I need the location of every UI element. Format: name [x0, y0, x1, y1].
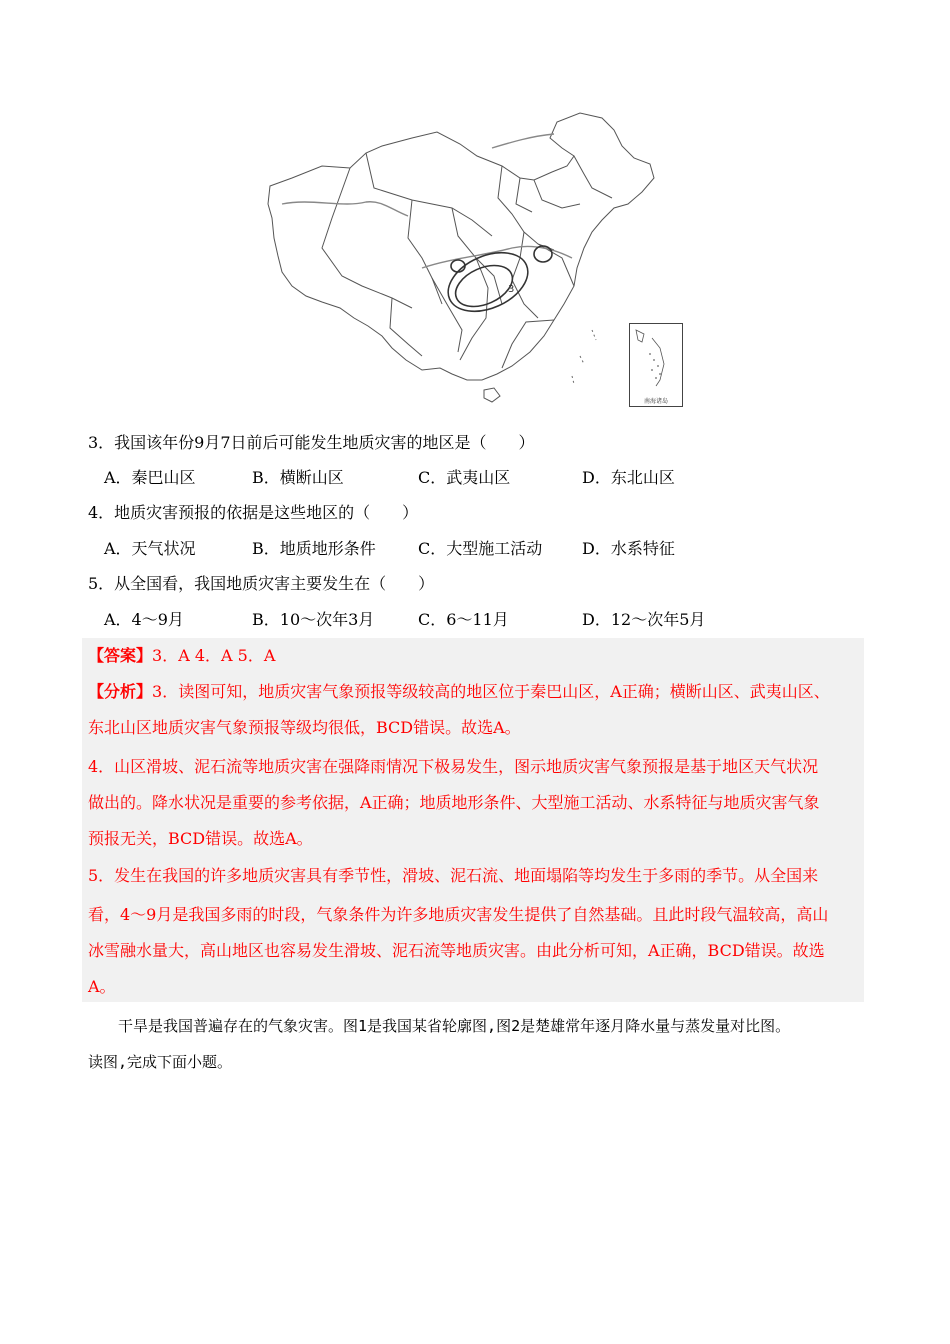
question-5-option-d[interactable]: D．12～次年5月: [582, 610, 706, 629]
question-4-option-c[interactable]: C．大型施工活动: [418, 539, 543, 558]
question-5-option-c[interactable]: C．6～11月: [418, 610, 509, 629]
analysis-line-2: 东北山区地质灾害气象预报等级均很低，BCD错误。故选A。: [88, 718, 521, 737]
analysis-line-6: 5．发生在我国的许多地质灾害具有季节性，滑坡、泥石流、地面塌陷等均发生于多雨的季节。从全国来: [88, 866, 819, 885]
question-5-option-b[interactable]: B．10～次年3月: [252, 610, 375, 629]
map-zone-label: 3: [508, 284, 515, 295]
question-3-option-b[interactable]: B．横断山区: [252, 468, 344, 487]
question-5-option-a[interactable]: A．4～9月: [104, 610, 184, 629]
question-4-option-b[interactable]: B．地质地形条件: [252, 539, 376, 558]
inset-label: 南海诸岛: [643, 398, 668, 405]
south-china-sea-inset: [629, 323, 683, 407]
question-4-stem: 4．地质灾害预报的依据是这些地区的（ ）: [88, 503, 419, 522]
analysis-line-8: 冰雪融水量大，高山地区也容易发生滑坡、泥石流等地质灾害。由此分析可知，A正确，BCD错误。故选: [88, 941, 825, 960]
question-3-option-d[interactable]: D．东北山区: [582, 468, 675, 487]
analysis-line-4: 做出的。降水状况是重要的参考依据，A正确；地质地形条件、大型施工活动、水系特征与地质灾害气象: [88, 793, 820, 812]
intro-line-2: 读图,完成下面小题。: [88, 1053, 233, 1071]
intro-line-1: 干旱是我国普遍存在的气象灾害。图1是我国某省轮廓图,图2是楚雄常年逐月降水量与蒸发量对比图。: [88, 1017, 791, 1035]
analysis-line-5: 预报无关，BCD错误。故选A。: [88, 829, 313, 848]
question-4-option-d[interactable]: D．水系特征: [582, 539, 675, 558]
analysis-line-9: A。: [88, 977, 116, 996]
answer-tag: 【答案】: [88, 646, 153, 665]
analysis-line-7: 看，4～9月是我国多雨的时段，气象条件为许多地质灾害发生提供了自然基础。且此时段气温较高，高山: [88, 905, 829, 924]
question-3-stem: 3．我国该年份9月7日前后可能发生地质灾害的地区是（ ）: [88, 433, 535, 452]
analysis-text: 3．读图可知，地质灾害气象预报等级较高的地区位于秦巴山区，A正确；横断山区、武夷山区、: [152, 682, 830, 701]
answer-line: [88, 646, 860, 666]
analysis-line-1: [88, 682, 860, 702]
answer-text: 3．A 4．A 5．A: [152, 646, 276, 665]
inset-islands: [630, 324, 682, 394]
question-3-option-a[interactable]: A．秦巴山区: [104, 468, 196, 487]
question-5-stem: 5．从全国看，我国地质灾害主要发生在（ ）: [88, 574, 435, 593]
analysis-line-3: 4．山区滑坡、泥石流等地质灾害在强降雨情况下极易发生，图示地质灾害气象预报是基于地区天气状况: [88, 757, 819, 776]
analysis-tag: 【分析】: [88, 682, 153, 701]
question-3-option-c[interactable]: C．武夷山区: [418, 468, 511, 487]
question-4-option-a[interactable]: A．天气状况: [104, 539, 196, 558]
